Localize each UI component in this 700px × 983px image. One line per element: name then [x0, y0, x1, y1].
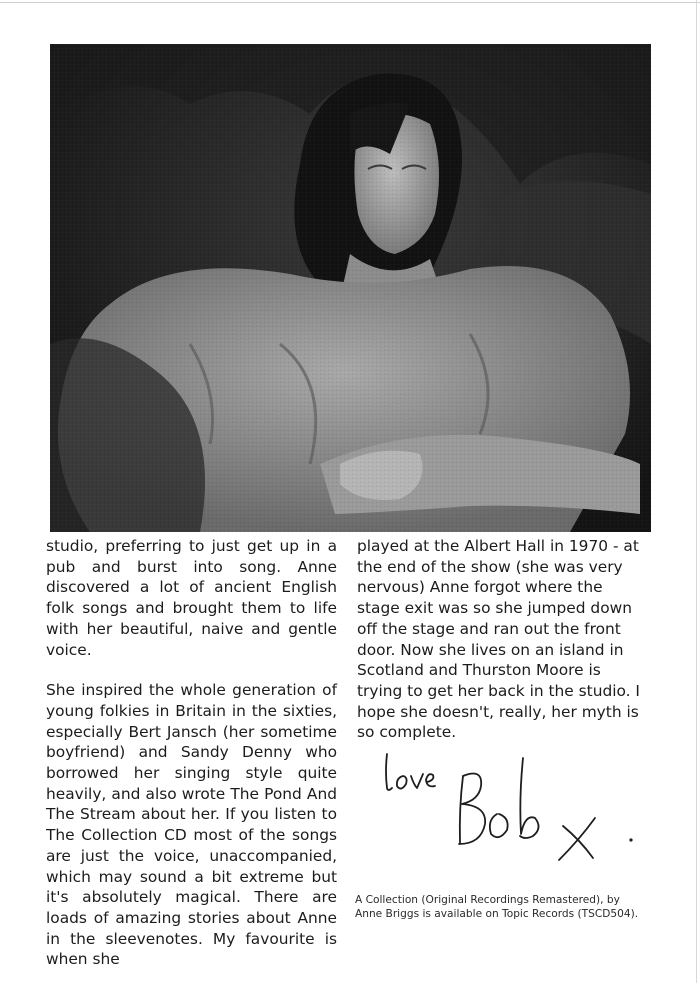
paragraph-intro: studio, preferring to just get up in a pub and burst into song. Anne discovered a lot of ancient English folk songs and brought them to life with her beautiful, naive and gentle voice. [46, 537, 337, 659]
paragraph-influence: She inspired the whole generation of young folkies in Britain in the sixties, especially Bert Jansch (her sometime boyfriend) and Sandy Denny who borrowed her singing style quite heavily, and also wrote The Pond And The Stream about her. If you listen to The Collection CD most of the songs are just the voice, unaccompanied, which may sound a bit extreme but it's absolutely magical. There are loads of amazing stories about Anne in the sleevenotes. My favourite is when she [46, 681, 337, 969]
album-caption: A Collection (Original Recordings Remastered), by Anne Briggs is available on Topic Records (TSCD504). [355, 894, 639, 921]
portrait-photo [50, 44, 651, 532]
article-right-column [357, 536, 650, 743]
page-edge-right [696, 0, 697, 983]
handwritten-signature [375, 748, 650, 868]
article-left-column [46, 536, 337, 970]
paragraph-albert-hall: played at the Albert Hall in 1970 - at the end of the show (she was very nervous) Anne forgot where the stage exit was so she jumped down off the stage and ran out the front door. Now she lives on an island in Scotland and Thurston Moore is trying to get her back in the studio. I hope she doesn't, really, her myth is so complete. [357, 537, 640, 742]
page-edge-top [0, 2, 700, 3]
